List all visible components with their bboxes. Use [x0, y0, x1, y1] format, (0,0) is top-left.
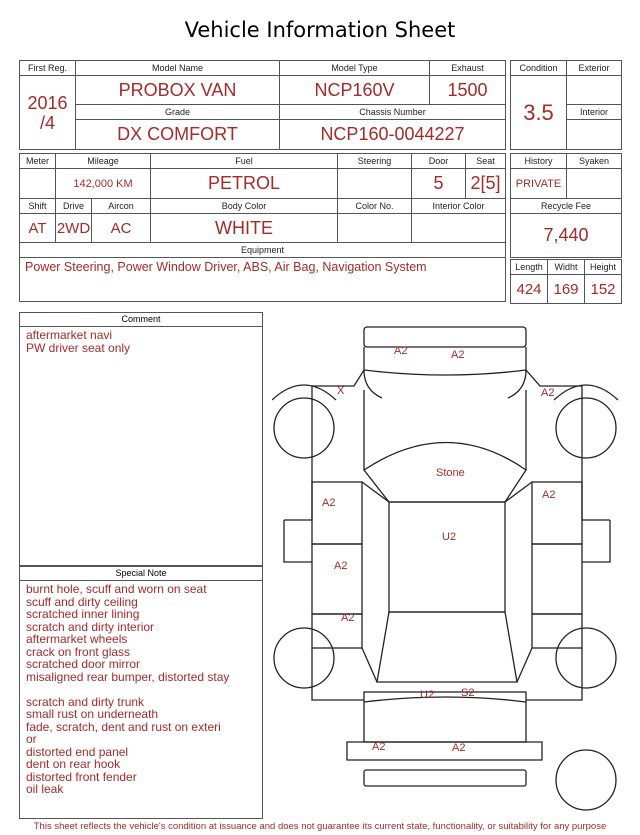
- interior-color-value: [412, 214, 506, 243]
- exhaust-label: Exhaust: [430, 61, 506, 76]
- shift-label: Shift: [20, 199, 56, 214]
- damage-mark: A2: [394, 345, 408, 357]
- chassis-number-label: Chassis Number: [280, 105, 506, 120]
- model-name-value: PROBOX VAN: [76, 76, 280, 105]
- hood-outline: [364, 347, 526, 375]
- front-left-wheel: [274, 398, 334, 458]
- damage-mark: A2: [322, 497, 336, 509]
- left-side-upper: [284, 400, 312, 520]
- special-note-label: Special Note: [20, 567, 262, 581]
- comment-label: Comment: [20, 313, 262, 327]
- rear-right-wheel: [556, 628, 616, 688]
- width-value: 169: [548, 275, 585, 304]
- history-value: PRIVATE: [511, 169, 567, 199]
- height-label: Height: [585, 260, 622, 275]
- comment-box: [19, 312, 263, 566]
- grade-value: DX COMFORT: [76, 120, 280, 150]
- length-value: 424: [511, 275, 548, 304]
- front-left-corner: [364, 370, 382, 398]
- seat-label: Seat: [466, 154, 506, 169]
- damage-mark: A2: [452, 742, 466, 754]
- front-right-wheel: [556, 398, 616, 458]
- grade-label: Grade: [76, 105, 280, 120]
- equipment-value: Power Steering, Power Window Driver, ABS, Air Bag, Navigation System: [20, 258, 506, 302]
- damage-mark: S2: [461, 687, 475, 699]
- damage-mark: U2: [442, 531, 457, 543]
- page-title: Vehicle Information Sheet: [184, 18, 456, 42]
- drive-value: 2WD: [56, 214, 92, 243]
- syaken-label: Syaken: [567, 154, 622, 169]
- width-label: Widht: [548, 260, 585, 275]
- condition-value: 3.5: [511, 76, 567, 150]
- meter-value: [20, 169, 56, 199]
- damage-mark: Stone: [436, 467, 465, 479]
- first-reg-value: [20, 76, 76, 150]
- damage-mark: A2: [334, 560, 348, 572]
- damage-mark: A2: [451, 349, 465, 361]
- exterior-label: Exterior: [567, 61, 622, 76]
- history-table: [510, 153, 622, 258]
- spare-wheel: [556, 750, 616, 810]
- roof: [389, 502, 505, 612]
- exterior-value: [567, 76, 622, 105]
- first-reg-month: /4: [39, 112, 55, 133]
- body-color-label: Body Color: [151, 199, 338, 214]
- damage-mark: A2: [541, 387, 555, 399]
- model-type-label: Model Type: [280, 61, 430, 76]
- left-rear-door: [312, 544, 362, 614]
- comment-text: aftermarket navi PW driver seat only: [26, 328, 131, 355]
- interior-color-label: Interior Color: [412, 199, 506, 214]
- right-front-door: [532, 482, 582, 544]
- left-quarter: [312, 614, 362, 648]
- specs-table: [19, 153, 506, 302]
- footer-disclaimer: This sheet reflects the vehicle's condition at issuance and does not guarantee its current state, functionality, or suitability for any purpose: [33, 821, 607, 832]
- rear-glass: [377, 612, 517, 682]
- right-rear-door: [532, 544, 582, 614]
- interior-label: Interior: [567, 105, 622, 120]
- recycle-fee-value: 7,440: [511, 214, 622, 258]
- first-reg-label: First Reg.: [20, 61, 76, 76]
- special-note-text: burnt hole, scuff and worn on seat scuff and dirty ceiling scratched inner lining scratch and dirty interior aftermarket wheels crack on front glass scratched door mirror misaligned rear bumper, distorted stay scratch and dirty trunk small rust on underneath fade, scratch, dent and rust on exteri or distorted end panel dent on rear hook distorted front fender oil leak: [26, 582, 230, 796]
- color-no-label: Color No.: [338, 199, 412, 214]
- door-label: Door: [412, 154, 466, 169]
- height-value: 152: [585, 275, 622, 304]
- mileage-value: 142,000 KM: [56, 169, 151, 199]
- meter-label: Meter: [20, 154, 56, 169]
- left-front-door: [312, 482, 362, 544]
- rear-left-wheel: [274, 628, 334, 688]
- condition-table: [510, 60, 622, 150]
- fuel-value: PETROL: [151, 169, 338, 199]
- aircon-label: Aircon: [92, 199, 151, 214]
- steering-value: [338, 169, 412, 199]
- interior-value: [567, 120, 622, 150]
- damage-mark: A2: [542, 489, 556, 501]
- model-name-label: Model Name: [76, 61, 280, 76]
- damage-mark: A2: [341, 612, 355, 624]
- chassis-number-value: NCP160-0044227: [280, 120, 506, 150]
- fuel-label: Fuel: [151, 154, 338, 169]
- right-side-upper: [582, 400, 610, 520]
- drive-label: Drive: [56, 199, 92, 214]
- body-color-value: WHITE: [151, 214, 338, 243]
- front-bumper-outline: [364, 327, 526, 347]
- door-value: 5: [412, 169, 466, 199]
- first-reg-year: 2016: [27, 92, 68, 113]
- aircon-value: AC: [92, 214, 151, 243]
- steering-label: Steering: [338, 154, 412, 169]
- length-label: Length: [511, 260, 548, 275]
- syaken-value: [567, 169, 622, 199]
- dimensions-table: [510, 259, 622, 304]
- seat-value: 2[5]: [466, 169, 506, 199]
- front-right-corner: [508, 370, 526, 398]
- damage-mark: U2: [420, 689, 435, 701]
- exhaust-value: 1500: [430, 76, 506, 105]
- mileage-label: Mileage: [56, 154, 151, 169]
- recycle-fee-label: Recycle Fee: [511, 199, 622, 214]
- damage-mark: A2: [372, 741, 386, 753]
- car-damage-diagram: [272, 320, 622, 818]
- rear-step: [364, 770, 526, 786]
- history-label: History: [511, 154, 567, 169]
- special-note-box: [19, 566, 263, 819]
- right-quarter: [532, 614, 582, 648]
- condition-label: Condition: [511, 61, 567, 76]
- color-no-value: [338, 214, 412, 243]
- equipment-label: Equipment: [20, 243, 506, 258]
- damage-mark: X: [337, 385, 345, 397]
- shift-value: AT: [20, 214, 56, 243]
- vehicle-info-table: [19, 60, 506, 150]
- model-type-value: NCP160V: [280, 76, 430, 105]
